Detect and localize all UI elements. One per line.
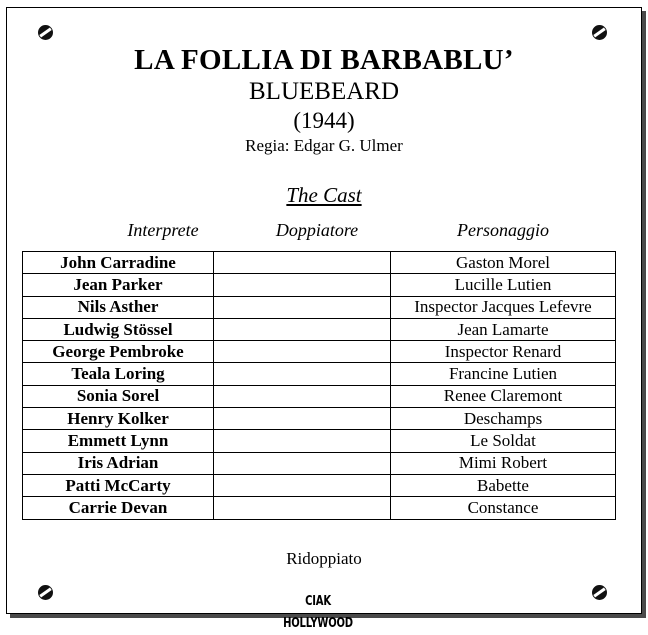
cast-table bbox=[22, 251, 616, 520]
table-row bbox=[23, 497, 616, 519]
role-cell: Lucille Lutien bbox=[391, 274, 616, 296]
table-row bbox=[23, 430, 616, 452]
plaque bbox=[6, 7, 642, 631]
ciak-hollywood-logo: CIAK HOLLYWOOD bbox=[283, 594, 353, 631]
actor-cell: Jean Parker bbox=[23, 274, 214, 296]
actor-cell: Ludwig Stössel bbox=[23, 318, 214, 340]
original-title: BLUEBEARD bbox=[249, 78, 399, 105]
actor-cell: Sonia Sorel bbox=[23, 385, 214, 407]
table-row bbox=[23, 474, 616, 496]
redub-note: Ridoppiato bbox=[286, 549, 362, 568]
actor-cell: George Pembroke bbox=[23, 341, 214, 363]
table-row bbox=[23, 385, 616, 407]
table-row bbox=[23, 296, 616, 318]
table-row bbox=[23, 452, 616, 474]
dubber-cell bbox=[214, 296, 391, 318]
role-cell: Gaston Morel bbox=[391, 252, 616, 274]
actor-cell: Teala Loring bbox=[23, 363, 214, 385]
screw-icon bbox=[38, 25, 53, 40]
director-credit: Regia: Edgar G. Ulmer bbox=[245, 136, 403, 155]
actor-cell: Emmett Lynn bbox=[23, 430, 214, 452]
role-cell: Mimi Robert bbox=[391, 452, 616, 474]
film-title: LA FOLLIA DI BARBABLU’ bbox=[134, 44, 514, 76]
role-cell: Le Soldat bbox=[391, 430, 616, 452]
actor-cell: Carrie Devan bbox=[23, 497, 214, 519]
actor-cell: Henry Kolker bbox=[23, 408, 214, 430]
actor-cell: Iris Adrian bbox=[23, 452, 214, 474]
role-cell: Deschamps bbox=[391, 408, 616, 430]
screw-icon bbox=[592, 25, 607, 40]
screw-icon bbox=[38, 585, 53, 600]
dubber-cell bbox=[214, 341, 391, 363]
table-row bbox=[23, 252, 616, 274]
role-cell: Inspector Jacques Lefevre bbox=[391, 296, 616, 318]
dubber-cell bbox=[214, 430, 391, 452]
actor-cell: Nils Asther bbox=[23, 296, 214, 318]
screw-icon bbox=[592, 585, 607, 600]
dubber-cell bbox=[214, 497, 391, 519]
actor-cell: John Carradine bbox=[23, 252, 214, 274]
cast-heading: The Cast bbox=[286, 183, 362, 207]
dubber-cell bbox=[214, 363, 391, 385]
role-cell: Babette bbox=[391, 474, 616, 496]
release-year: (1944) bbox=[293, 108, 355, 133]
dubber-cell bbox=[214, 252, 391, 274]
column-header-personaggio: Personaggio bbox=[457, 220, 549, 240]
table-row bbox=[23, 341, 616, 363]
dubber-cell bbox=[214, 385, 391, 407]
dubber-cell bbox=[214, 318, 391, 340]
actor-cell: Patti McCarty bbox=[23, 474, 214, 496]
dubber-cell bbox=[214, 274, 391, 296]
role-cell: Constance bbox=[391, 497, 616, 519]
column-header-doppiatore: Doppiatore bbox=[275, 220, 359, 240]
role-cell: Inspector Renard bbox=[391, 341, 616, 363]
dubber-cell bbox=[214, 474, 391, 496]
role-cell: Renee Claremont bbox=[391, 385, 616, 407]
column-header-interprete: Interprete bbox=[127, 220, 199, 240]
table-row bbox=[23, 408, 616, 430]
table-row bbox=[23, 318, 616, 340]
role-cell: Jean Lamarte bbox=[391, 318, 616, 340]
table-row bbox=[23, 274, 616, 296]
role-cell: Francine Lutien bbox=[391, 363, 616, 385]
table-row bbox=[23, 363, 616, 385]
dubber-cell bbox=[214, 408, 391, 430]
dubber-cell bbox=[214, 452, 391, 474]
